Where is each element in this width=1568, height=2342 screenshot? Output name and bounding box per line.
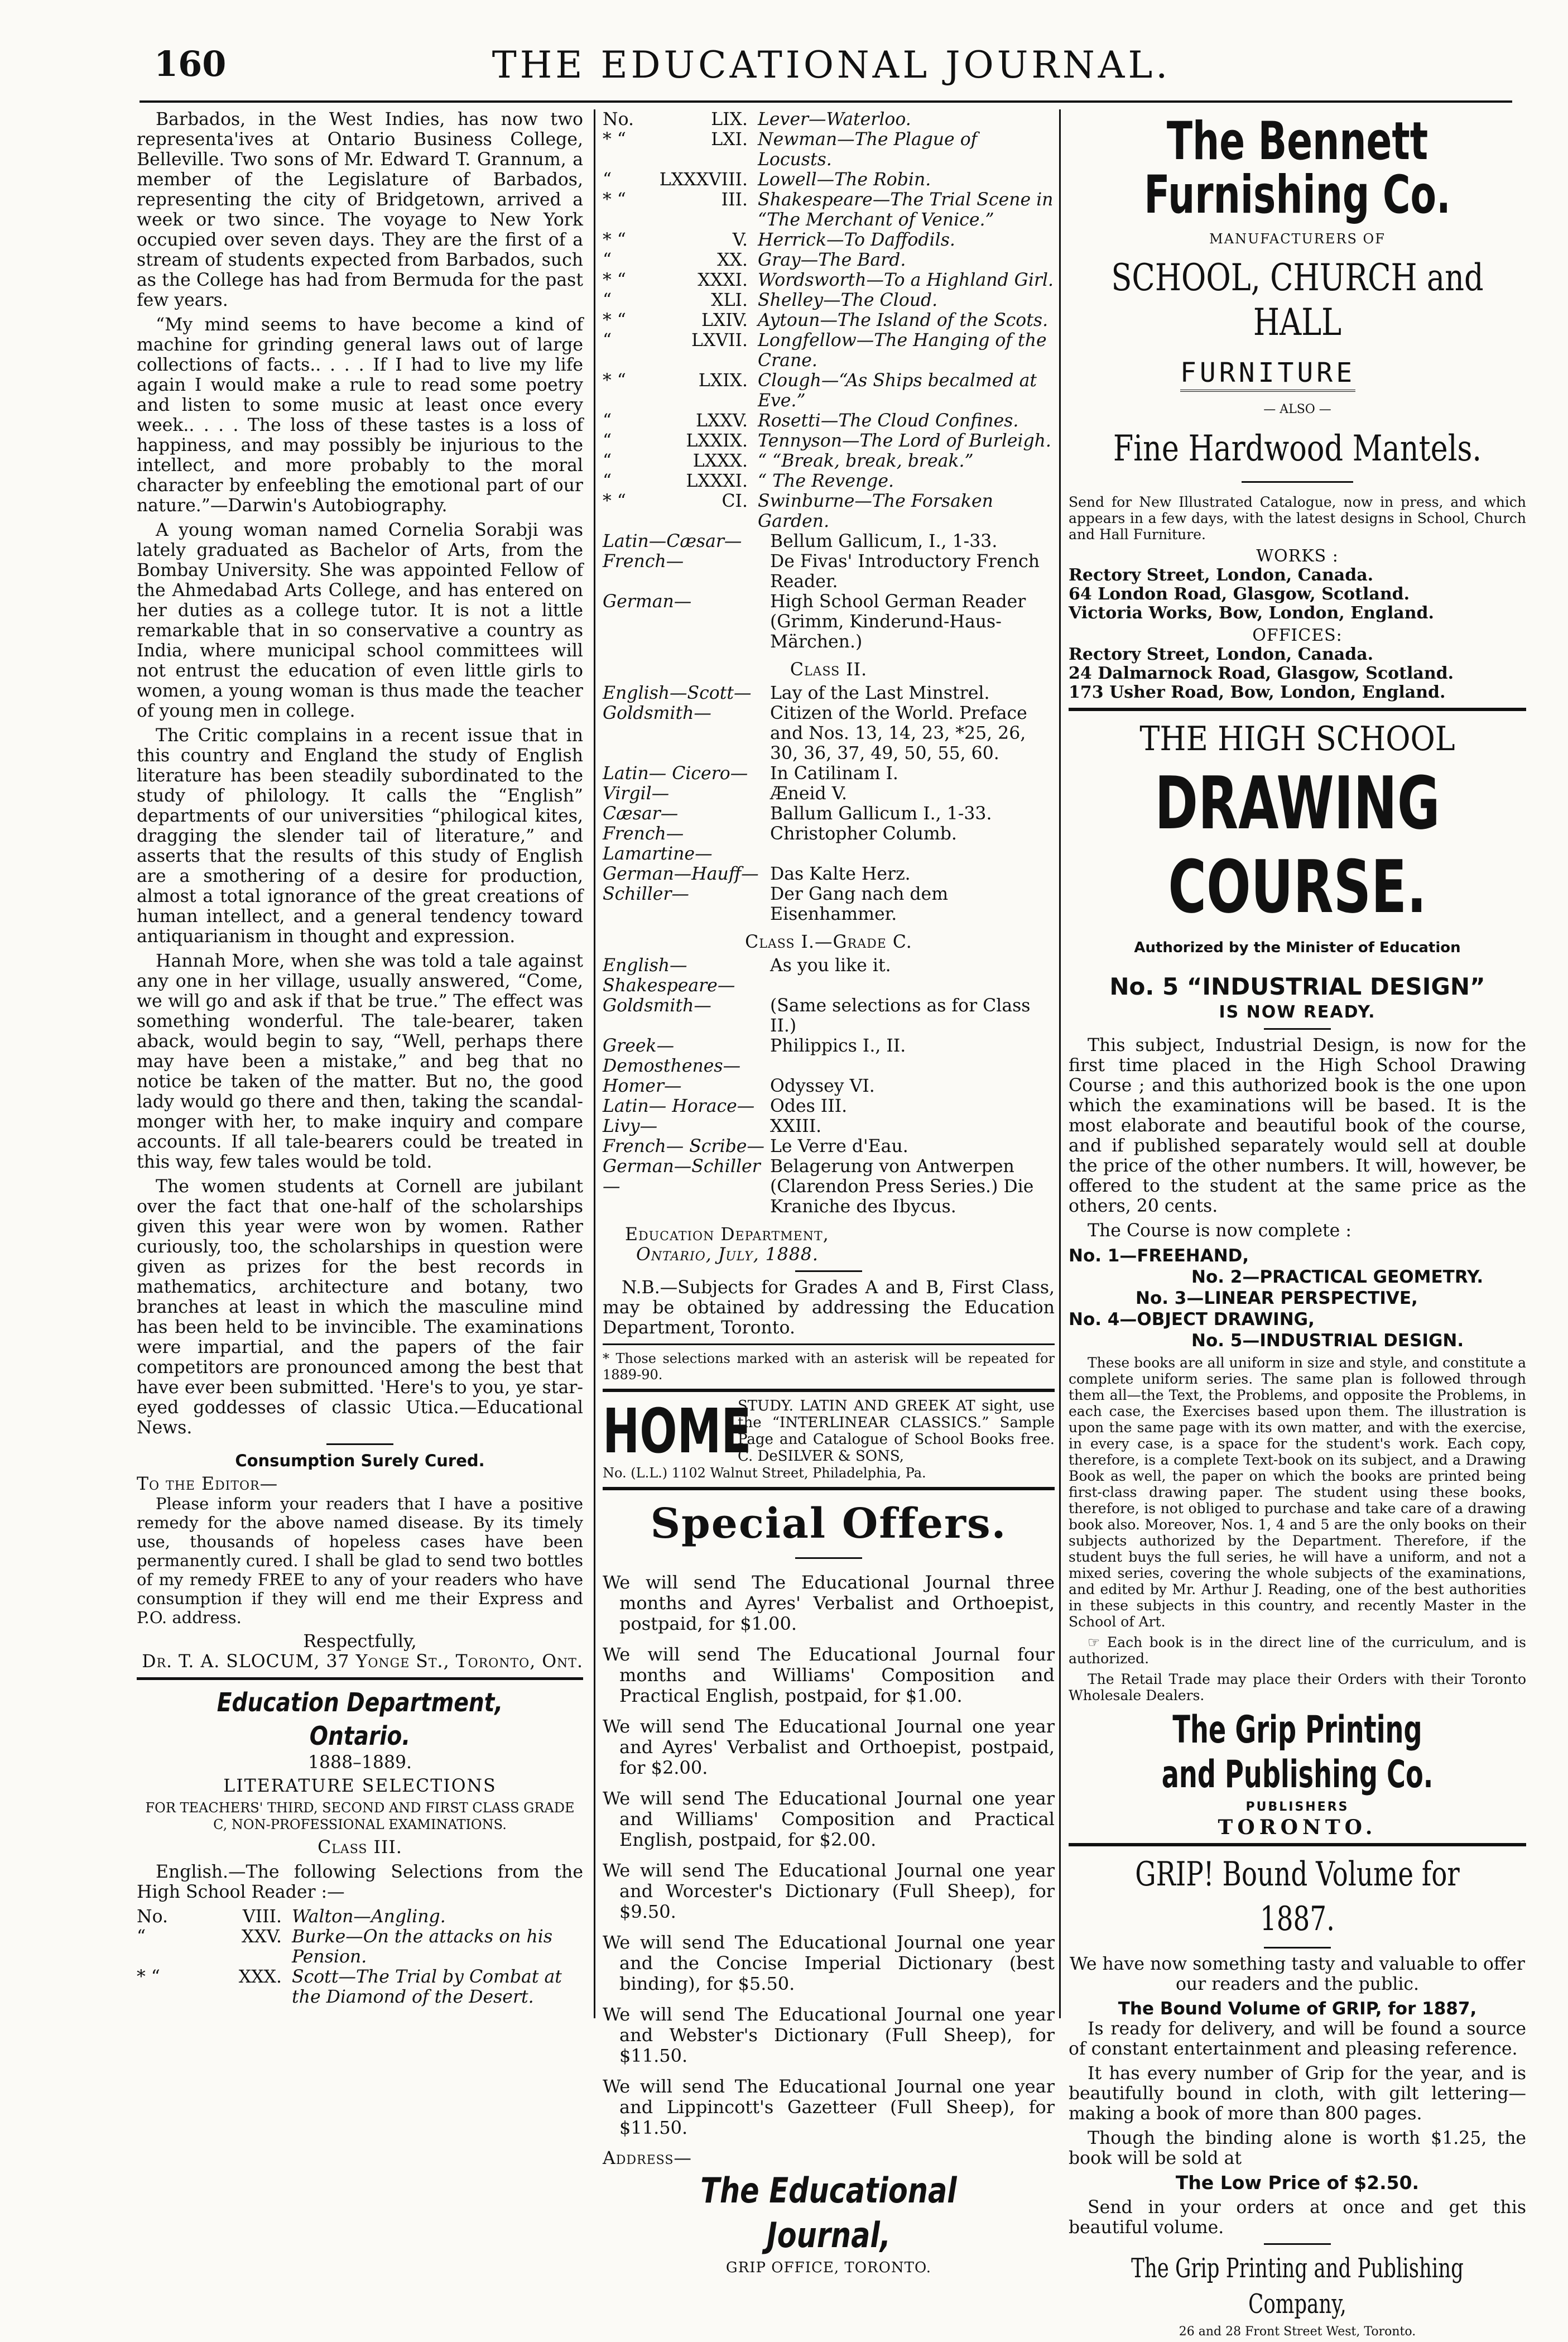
consumption-body: Please inform your readers that I have a positive remedy for the above named disease. By its timely use, thousands of hopeless cases have been permanently cured. I shall be glad to send two bottles of my remedy FREE to any of your readers who have consumption if they will end me their Express and P.O. address. <box>137 1494 583 1627</box>
row-work: Æneid V. <box>770 784 847 804</box>
respectfully: Respectfully, <box>303 1631 417 1652</box>
row-number: LXXX. <box>692 451 748 471</box>
row-work: As you like it. <box>770 956 891 976</box>
row-author: French— Lamartine— <box>603 824 713 864</box>
section-rule <box>326 1443 393 1445</box>
row-work: De Fivas' Introductory French Reader. <box>770 551 1040 592</box>
subject-row <box>603 1116 1055 1136</box>
offer-item: We will send The Educational Journal one year and Webster's Dictionary (Full Sheep), for $11.50. <box>603 2004 1055 2066</box>
row-author: French— <box>603 551 684 572</box>
selection-row <box>603 230 1055 250</box>
row-title: Tennyson—The Lord of Burleigh. <box>758 431 1051 451</box>
to-editor: To the Editor— <box>137 1474 278 1494</box>
nb-note: N.B.—Subjects for Grades A and B, First Class, may be obtained by addressing the Education Department, Toronto. <box>603 1278 1055 1338</box>
tasty-note: We have now something tasty and valuable to offer our readers and the public. <box>1070 1954 1525 1994</box>
selection-row <box>603 290 1055 310</box>
row-number: LXXXVIII. <box>659 170 748 190</box>
row-title: Lever—Waterloo. <box>758 109 911 129</box>
section-rule <box>1242 481 1353 483</box>
selections-list <box>603 109 1055 531</box>
slocum-signature: Dr. T. A. SLOCUM, 37 Yonge St., Toronto, Ont. <box>142 1652 583 1672</box>
row-number: XXXI. <box>698 270 748 290</box>
row-work: Der Gang nach dem Eisenhammer. <box>770 884 949 924</box>
offices-list <box>1069 645 1526 702</box>
manufacturers-of: MANUFACTURERS OF <box>1209 231 1386 247</box>
section-rule <box>795 1557 862 1559</box>
row-title: “ “Break, break, break.” <box>758 451 974 471</box>
row-work: Odyssey VI. <box>770 1076 875 1096</box>
row-work: Le Verre d'Eau. <box>770 1136 908 1156</box>
row-author: Goldsmith— <box>603 996 711 1016</box>
works-address: Rectory Street, London, Canada. <box>1069 565 1374 585</box>
selection-row <box>603 250 1055 270</box>
selection-row <box>603 451 1055 471</box>
row-number: CI. <box>722 491 748 511</box>
subject-row <box>603 703 1055 764</box>
furniture: FURNITURE <box>1180 356 1355 392</box>
row-number: LXIX. <box>698 371 748 391</box>
row-author: Schiller— <box>603 884 689 904</box>
offer-item: We will send The Educational Journal one year and Worcester's Dictionary (Full Sheep), for $9.50. <box>603 1860 1055 1922</box>
offer-item: We will send The Educational Journal one year and Ayres' Verbalist and Orthoepist, postpaid, for $2.00. <box>603 1716 1055 1778</box>
offer-item: We will send The Educational Journal one year and Lippincott's Gazetteer (Full Sheep), for $11.50. <box>603 2076 1055 2138</box>
grip-bound-volume: GRIP! Bound Volume for 1887. <box>1135 1855 1460 1938</box>
education-department: Education Department, <box>625 1225 829 1245</box>
subject-row <box>603 864 1055 884</box>
row-marker: * “ <box>137 1967 160 1987</box>
grip-printing-title: The Grip Printing and Publishing Co. <box>1161 1708 1434 1797</box>
row-marker: “ <box>603 451 612 471</box>
section-rule <box>795 1270 862 1272</box>
subject-row <box>603 592 1055 652</box>
row-marker: “ <box>603 431 612 451</box>
row-marker: * “ <box>603 371 626 391</box>
works-list <box>1069 566 1526 623</box>
home-address: No. (L.L.) 1102 Walnut Street, Philadelphia, Pa. <box>603 1465 926 1481</box>
publishers: PUBLISHERS <box>1245 1800 1349 1814</box>
row-marker: * “ <box>603 230 626 250</box>
row-work: High School German Reader (Grimm, Kinderund-Haus-Märchen.) <box>770 592 1026 652</box>
direct-line: ☞ Each book is in the direct line of the curriculum, and is authorized. <box>1069 1634 1526 1667</box>
row-work: Bellum Gallicum, I., 1-33. <box>770 531 998 551</box>
section-rule <box>137 1677 583 1680</box>
subject-row <box>603 824 1055 864</box>
selection-row <box>603 109 1055 129</box>
section-rule <box>603 1343 1055 1345</box>
row-number: LXI. <box>711 129 748 150</box>
selection-row <box>137 1927 583 1967</box>
row-work: Christopher Columb. <box>770 824 957 844</box>
row-number: LIX. <box>711 109 748 129</box>
column-divider <box>594 109 595 2018</box>
for-teachers: FOR TEACHERS' THIRD, SECOND AND FIRST CLASS GRADE C, NON-PROFESSIONAL EXAMINATIONS. <box>145 1800 575 1832</box>
language-list <box>603 531 1055 652</box>
course-complete: The Course is now complete : <box>1088 1221 1351 1241</box>
class-two-list <box>603 683 1055 924</box>
row-work: Ballum Gallicum I., 1-33. <box>770 804 992 824</box>
section-rule <box>1069 708 1526 711</box>
row-title: Clough—“As Ships becalmed at Eve.” <box>758 371 1037 411</box>
works-address: 64 London Road, Glasgow, Scotland. <box>1069 584 1410 604</box>
subject-row <box>603 956 1055 996</box>
row-marker: * “ <box>603 190 626 210</box>
subject-row <box>603 1036 1055 1076</box>
row-work: Das Kalte Herz. <box>770 864 911 884</box>
row-author: Latin— Horace— <box>603 1096 755 1116</box>
column-left <box>137 109 583 2007</box>
selection-row <box>603 491 1055 531</box>
row-marker: “ <box>603 330 612 351</box>
subject-row <box>603 764 1055 784</box>
row-number: LXVII. <box>691 330 748 351</box>
row-number: III. <box>721 190 748 210</box>
row-author: German—Schiller— <box>603 1156 761 1197</box>
row-marker: * “ <box>603 270 626 290</box>
offer-item: We will send The Educational Journal four months and Williams' Composition and Practical English, postpaid, for $1.00. <box>603 1644 1055 1706</box>
bound-volume-title: The Bound Volume of GRIP, for 1887, <box>1118 1999 1477 2019</box>
row-author: Latin—Cæsar— <box>603 531 742 551</box>
catalogue-note: Send for New Illustrated Catalogue, now in press, and which appears in a few days, with the latest designs in School, Church and Hall Furniture. <box>1069 494 1526 543</box>
row-marker: * “ <box>603 129 626 150</box>
consumption-title: Consumption Surely Cured. <box>235 1451 485 1470</box>
row-number: XXV. <box>241 1927 282 1947</box>
row-number: LXXV. <box>695 411 748 431</box>
row-number: LXIV. <box>701 310 748 330</box>
office-address: Rectory Street, London, Canada. <box>1069 645 1374 664</box>
section-rule <box>603 1487 1055 1490</box>
class-one-list <box>603 956 1055 1217</box>
selection-row <box>603 310 1055 330</box>
front-street: 26 and 28 Front Street West, Toronto. <box>1179 2325 1416 2339</box>
binding-note: Though the binding alone is worth $1.25, the book will be sold at <box>1069 2128 1526 2168</box>
hardwood-mantels: Fine Hardwood Mantels. <box>1113 428 1482 469</box>
uniform-paragraph: These books are all uniform in size and style, and constitute a complete uniform series. The same plan is followed through them all—the Text, the Problems, and opposite the Problems, in each case, the Exercises based upon them. The illustration is upon the same page with its own matter, and with the exercise, in every case, is a space for the student's work. Each copy, therefore, is a complete Text-book on its subject, and a Drawing Book as well, the paper on which the books are printed being first-class drawing paper. The student using these books, therefore, is not obliged to purchase and take care of a drawing book also. Moreover, Nos. 1, 4 and 5 are the only books on their subjects authorized by the Department. Therefore, if the student buys the full series, he will have a uniform, and not a mixed series, covering the whole subjects of the examinations, and edited by Mr. Arthur J. Reading, one of the best authorities in these subjects in this country, and recently Master in the School of Art. <box>1069 1355 1526 1630</box>
home-study-ad <box>603 1395 1055 1467</box>
row-author: English—Scott— <box>603 683 752 703</box>
home-heading: HOME <box>603 1395 752 1467</box>
row-title: Rosetti—The Cloud Confines. <box>758 411 1019 431</box>
offices-label: OFFICES: <box>1252 626 1343 645</box>
selection-row <box>137 1967 583 2007</box>
selection-row <box>603 371 1055 411</box>
hannah-more-paragraph: Hannah More, when she was told a tale against any one in her village, usually answered, “Come, we will go and ask if that be true.” The effect was something wonderful. The tale-bearer, taken aback, would begin to say, “Well, perhaps there may have been a mistake,” and beg that no notice be taken of the matter. But no, the good lady would go there and then, taking the scandal-monger with her, to make inquiry and compare accounts. If all tale-bearers could be treated in this way, few tales would be told. <box>137 951 583 1172</box>
drawing-course: DRAWING COURSE. <box>1155 761 1440 929</box>
selection-row <box>603 129 1055 170</box>
row-number: V. <box>732 230 748 250</box>
row-work: XXIII. <box>770 1116 822 1136</box>
ontario-date: Ontario, July, 1888. <box>636 1245 819 1265</box>
critic-paragraph: The Critic complains in a recent issue that in this country and England the study of English literature has been steadily subordinated to the study of philology. It calls the “English” departments of our universities “philogical kites, dragging the slender tail of literature,” and asserts that the results of this study of English are a smothering of a desire for production, almost a total ignorance of the great creations of human intellect, and a general tendency toward antiquarianism in thought and expression. <box>137 726 583 947</box>
english-intro: English.—The following Selections from the High School Reader :— <box>137 1862 583 1902</box>
row-author: German— <box>603 592 692 612</box>
retail-trade: The Retail Trade may place their Orders with their Toronto Wholesale Dealers. <box>1069 1671 1526 1703</box>
subject-row <box>603 1156 1055 1217</box>
offer-item: We will send The Educational Journal one year and Williams' Composition and Practical English, postpaid, for $2.00. <box>603 1788 1055 1850</box>
works-address: Victoria Works, Bow, London, England. <box>1069 603 1434 623</box>
page-number: 160 <box>154 44 227 84</box>
class-one: Class I.—Grade C. <box>745 932 912 952</box>
course-number: No. 3—LINEAR PERSPECTIVE, <box>1136 1288 1418 1308</box>
row-author: French— Scribe— <box>603 1136 764 1156</box>
subject-row <box>603 551 1055 592</box>
section-rule <box>603 1389 1055 1392</box>
address-label: Address— <box>603 2148 692 2168</box>
row-work: (Same selections as for Class II.) <box>770 996 1031 1036</box>
row-author: German—Hauff— <box>603 864 759 884</box>
asterisk-footnote: * Those selections marked with an asterisk will be repeated for 1889-90. <box>603 1351 1055 1383</box>
years: 1888–1889. <box>307 1753 412 1773</box>
row-number: LXXIX. <box>686 431 748 451</box>
row-title: Shelley—The Cloud. <box>758 290 938 310</box>
row-work: Citizen of the World. Preface and Nos. 13, 14, 23, *25, 26, 30, 36, 37, 49, 50, 55, 60. <box>770 703 1027 764</box>
selection-row <box>603 431 1055 451</box>
row-author: Virgil— <box>603 784 670 804</box>
barbados-paragraph: Barbados, in the West Indies, has now two representa'ives at Ontario Business College, Belleville. Two sons of Mr. Edward T. Grannum, a member of the Legislature of Barbados, representing the city of Bridgetown, arrived a week or two since. The voyage to New York occupied over seven days. They are the first of a stream of students expected from Barbados, such as the College has had from Bermuda for the past few years. <box>137 109 583 310</box>
row-author: Homer— <box>603 1076 682 1096</box>
course-number: No. 1—FREEHAND, <box>1069 1246 1249 1266</box>
row-marker: No. <box>603 109 634 129</box>
row-number: VIII. <box>242 1907 282 1927</box>
row-title: Herrick—To Daffodils. <box>758 230 955 250</box>
row-marker: “ <box>137 1927 146 1947</box>
course-number: No. 2—PRACTICAL GEOMETRY. <box>1191 1267 1484 1287</box>
offers-list <box>603 1572 1055 2138</box>
journal-name: The Educational Journal, <box>700 2170 957 2255</box>
authorized-note: Authorized by the Minister of Education <box>1134 939 1461 956</box>
cornell-paragraph: The women students at Cornell are jubilant over the fact that one-half of the scholarships given this year were won by women. Rather curiously, too, the scholarships in question were given as prizes for the best records in mathematics, architecture and botany, two branches at least in which the masculine mind has been held to be invincible. The examinations were impartial, and the papers of the fair competitors are pronounced among the best that have ever been submitted. 'Here's to you, ye star-eyed goddesses of classic Utica.—Educational News. <box>137 1177 583 1438</box>
row-title: Walton—Angling. <box>292 1907 446 1927</box>
home-text: STUDY. LATIN AND GREEK AT sight, use the “INTERLINEAR CLASSICS.” Sample Page and Catalogue of School Books free. C. DeSILVER & SONS, <box>738 1398 1055 1465</box>
row-work: In Catilinam I. <box>770 764 898 784</box>
row-marker: “ <box>603 170 612 190</box>
row-title: Scott—The Trial by Combat at the Diamond of the Desert. <box>292 1967 562 2007</box>
now-ready: IS NOW READY. <box>1219 1002 1376 1022</box>
section-rule <box>1264 1947 1331 1949</box>
row-title: Gray—The Bard. <box>758 250 906 270</box>
subject-row <box>603 1096 1055 1116</box>
column-divider <box>1059 109 1061 2018</box>
row-number: XX. <box>717 250 748 270</box>
office-address: 173 Usher Road, Bow, London, England. <box>1069 683 1446 702</box>
journal-title: THE EDUCATIONAL JOURNAL. <box>492 44 1171 87</box>
literature-selections: LITERATURE SELECTIONS <box>223 1776 497 1796</box>
row-author: English— Shakespeare— <box>603 956 735 996</box>
row-work: Belagerung von Antwerpen (Clarendon Press Series.) Die Kraniche des Ibycus. <box>770 1156 1034 1217</box>
subject-row <box>603 996 1055 1036</box>
row-title: Wordsworth—To a Highland Girl. <box>758 270 1054 290</box>
selection-row <box>603 190 1055 230</box>
offer-item: We will send The Educational Journal three months and Ayres' Verbalist and Orthoepist, postpaid, for $1.00. <box>603 1572 1055 1634</box>
toronto: TORONTO. <box>1218 1816 1377 1839</box>
school-church-hall: SCHOOL, CHURCH and HALL <box>1111 256 1484 344</box>
row-title: “ The Revenge. <box>758 471 894 491</box>
course-number: No. 5—INDUSTRIAL DESIGN. <box>1191 1331 1464 1351</box>
row-marker: “ <box>603 471 612 491</box>
subject-paragraph: This subject, Industrial Design, is now for the first time placed in the High School Drawing Course ; and this authorized book is the one upon which the examinations will be based. It is the most elaborate and beautiful book of the course, and if published separately would sell at double the price of the other numbers. It will, however, be offered to the student at the same price as the others, 20 cents. <box>1069 1035 1526 1216</box>
selection-row <box>603 270 1055 290</box>
row-marker: * “ <box>603 491 626 511</box>
works-label: WORKS : <box>1256 546 1339 566</box>
row-work: Lay of the Last Minstrel. <box>770 683 990 703</box>
section-rule <box>1069 1843 1526 1846</box>
subject-row <box>603 1136 1055 1156</box>
row-title: Swinburne—The Forsaken Garden. <box>758 491 993 531</box>
grip-office: GRIP OFFICE, TORONTO. <box>725 2259 932 2276</box>
selection-row <box>603 330 1055 371</box>
column-right <box>1069 109 1526 2342</box>
row-work: Philippics I., II. <box>770 1036 906 1056</box>
row-title: Newman—The Plague of Locusts. <box>758 129 978 170</box>
row-author: Goldsmith— <box>603 703 711 723</box>
ready-note: Is ready for delivery, and will be found a source of constant entertainment and pleasing reference. <box>1069 2019 1526 2059</box>
every-number-note: It has every number of Grip for the year, and is beautifully bound in cloth, with gilt lettering—making a book of more than 800 pages. <box>1069 2063 1526 2124</box>
section-rule <box>1264 2243 1331 2245</box>
row-work: Odes III. <box>770 1096 848 1116</box>
subject-row <box>603 531 1055 551</box>
row-title: Shakespeare—The Trial Scene in “The Merchant of Venice.” <box>758 190 1054 230</box>
row-marker: “ <box>603 250 612 270</box>
class-three-list <box>137 1907 583 2007</box>
page-header <box>151 44 1512 94</box>
bennett-title: The Bennett Furnishing Co. <box>1144 111 1451 225</box>
subject-row <box>603 884 1055 924</box>
row-number: XLI. <box>711 290 748 310</box>
grip-company: The Grip Printing and Publishing Company, <box>1131 2253 1464 2320</box>
high-school: THE HIGH SCHOOL <box>1139 719 1455 759</box>
row-number: LXXXI. <box>686 471 748 491</box>
column-middle <box>603 109 1055 2278</box>
low-price: The Low Price of $2.50. <box>1175 2172 1420 2194</box>
selection-row <box>603 471 1055 491</box>
course-numbers <box>1069 1245 1526 1351</box>
special-offers-title: Special Offers. <box>650 1500 1007 1548</box>
row-marker: No. <box>137 1907 168 1927</box>
row-author: Greek— Demosthenes— <box>603 1036 741 1076</box>
offer-item: We will send The Educational Journal one year and the Concise Imperial Dictionary (best binding), for $5.50. <box>603 1932 1055 1994</box>
section-rule <box>1264 1028 1331 1030</box>
darwin-paragraph: “My mind seems to have become a kind of machine for grinding general laws out of large collections of facts.. . . . If I had to live my life again I would make a rule to read some poetry and listen to some music at least once every week.. . . . The loss of these tastes is a loss of happiness, and may possibly be injurious to the intellect, and more probably to the moral character by enfeebling the emotional part of our nature.”—Darwin's Autobiography. <box>137 315 583 516</box>
also: — ALSO — <box>1263 402 1331 416</box>
sorabji-paragraph: A young woman named Cornelia Sorabji was lately graduated as Bachelor of Arts, from the Bombay University. She was appointed Fellow of the Ahmedabad Arts College, and has entered on her duties as a college tutor. It is not a little remarkable that in so conservative a country as India, where municipal school committees will not entrust the education of even little girls to women, a young woman is thus made the teacher of young men in college. <box>137 520 583 721</box>
class-three: Class III. <box>318 1837 402 1858</box>
selection-row <box>603 411 1055 431</box>
row-marker: “ <box>603 411 612 431</box>
education-department-title: Education Department, Ontario. <box>217 1687 503 1751</box>
no5-industrial-design: No. 5 “INDUSTRIAL DESIGN” <box>1109 973 1485 1000</box>
row-title: Lowell—The Robin. <box>758 170 931 190</box>
row-author: Latin— Cicero— <box>603 764 748 784</box>
send-orders: Send in your orders at once and get this beautiful volume. <box>1069 2197 1526 2238</box>
row-author: Livy— <box>603 1116 658 1136</box>
row-marker: “ <box>603 290 612 310</box>
class-two: Class II. <box>790 660 868 680</box>
subject-row <box>603 804 1055 824</box>
row-number: XXX. <box>238 1967 282 1987</box>
row-marker: * “ <box>603 310 626 330</box>
row-title: Aytoun—The Island of the Scots. <box>758 310 1048 330</box>
subject-row <box>603 784 1055 804</box>
header-rule <box>140 100 1512 103</box>
course-number: No. 4—OBJECT DRAWING, <box>1069 1309 1315 1330</box>
row-title: Longfellow—The Hanging of the Crane. <box>758 330 1047 371</box>
subject-row <box>603 683 1055 703</box>
selection-row <box>603 170 1055 190</box>
office-address: 24 Dalmarnock Road, Glasgow, Scotland. <box>1069 664 1454 683</box>
row-title: Burke—On the attacks on his Pension. <box>292 1927 553 1967</box>
selection-row <box>137 1907 583 1927</box>
row-author: Cæsar— <box>603 804 679 824</box>
subject-row <box>603 1076 1055 1096</box>
